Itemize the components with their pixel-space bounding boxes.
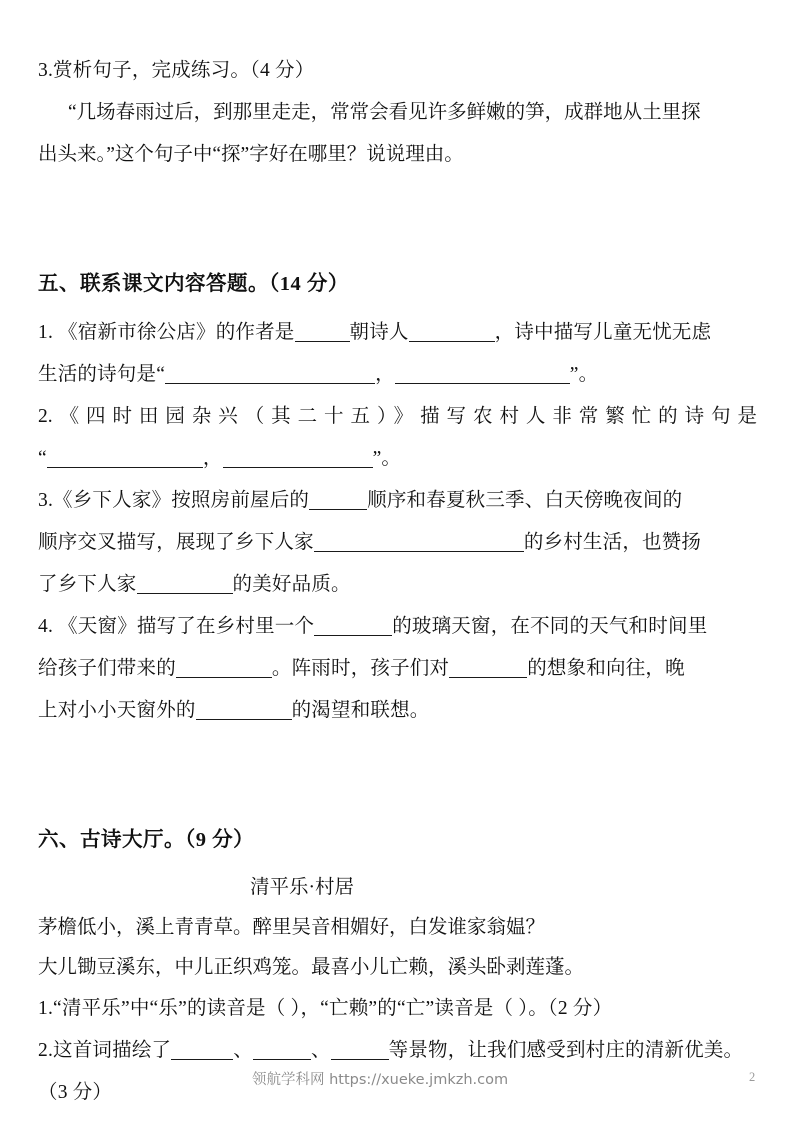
blank-field[interactable] bbox=[314, 618, 392, 636]
q3-text-b: 顺序和春夏秋三季、白天傍晚夜间的 bbox=[367, 490, 683, 511]
blank-field[interactable] bbox=[331, 1042, 389, 1060]
q3-text-f: 的美好品质。 bbox=[232, 574, 351, 595]
spacer bbox=[38, 304, 757, 312]
page-footer bbox=[0, 1068, 793, 1098]
q1-line-2 bbox=[38, 354, 757, 396]
question-3-body-line-1: “几场春雨过后，到那里走走，常常会看见许多鲜嫩的笋，成群地从土里探 bbox=[68, 102, 701, 123]
q4-line-2 bbox=[38, 648, 757, 690]
blank-field[interactable] bbox=[295, 324, 350, 342]
q4-text-f: 上对小小天窗外的 bbox=[38, 700, 196, 721]
section-five-question-2 bbox=[38, 396, 757, 480]
q4-text-a: 4. 《天窗》描写了在乡村里一个 bbox=[38, 616, 315, 637]
section-five-question-1 bbox=[38, 312, 757, 396]
spacer bbox=[38, 860, 757, 868]
s6-q2-text-d: 等景物，让我们感受到村庄的清新优美。 bbox=[388, 1040, 744, 1061]
s6-q2-text-a: 2.这首词描绘了 bbox=[38, 1040, 172, 1061]
section-five-question-4 bbox=[38, 606, 757, 732]
blank-field[interactable] bbox=[314, 534, 524, 552]
poem-line-2: 大儿锄豆溪东，中儿正织鸡笼。最喜小儿亡赖，溪头卧剥莲蓬。 bbox=[38, 957, 585, 978]
q3-text-a: 3.《乡下人家》按照房前屋后的 bbox=[38, 490, 310, 511]
q4-text-d: 。阵雨时，孩子们对 bbox=[271, 658, 450, 679]
blank-field[interactable] bbox=[165, 366, 375, 384]
s6-q2-line-1 bbox=[38, 1030, 757, 1072]
site-watermark: 领航学科网 https://xueke.jmkzh.com bbox=[252, 1072, 509, 1088]
blank-field[interactable] bbox=[171, 1042, 233, 1060]
q1-line-1 bbox=[38, 312, 757, 354]
q3-line-3 bbox=[38, 564, 757, 606]
q3-line-1 bbox=[38, 480, 757, 522]
blank-field[interactable] bbox=[395, 366, 570, 384]
question-3-body-line-2: 出头来。”这个句子中“探”字好在哪里？说说理由。 bbox=[38, 144, 464, 165]
s6-q2-line-2: （3 分） bbox=[38, 1082, 113, 1103]
q4-line-3 bbox=[38, 690, 757, 732]
section-five-question-3 bbox=[38, 480, 757, 606]
blank-field[interactable] bbox=[253, 1042, 311, 1060]
s6-q2-text-c: 、 bbox=[310, 1040, 331, 1061]
blank-field[interactable] bbox=[223, 450, 373, 468]
blank-field[interactable] bbox=[309, 492, 367, 510]
s6-q2-text-b: 、 bbox=[233, 1040, 253, 1061]
q3-text-e: 了乡下人家 bbox=[38, 574, 137, 595]
q1-text-a: 1. 《宿新市徐公店》的作者是 bbox=[38, 322, 295, 343]
poem-title: 清平乐·村居 bbox=[250, 877, 354, 898]
page-number: 2 bbox=[749, 1070, 756, 1084]
poem-line-1: 茅檐低小，溪上青青草。醉里吴音相媚好，白发谁家翁媪？ bbox=[38, 917, 546, 938]
blank-field[interactable] bbox=[449, 660, 527, 678]
q2-line-2 bbox=[38, 438, 757, 480]
blank-field[interactable] bbox=[47, 450, 203, 468]
spacer bbox=[38, 732, 757, 820]
blank-field[interactable] bbox=[137, 576, 233, 594]
section-five-heading: 五、联系课文内容答题。（14 分） bbox=[38, 273, 349, 295]
q1-text-c: ，诗中描写儿童无忧无虑 bbox=[494, 322, 712, 343]
q2-text-b: ， bbox=[202, 448, 223, 469]
q3-line-2 bbox=[38, 522, 757, 564]
q3-text-d: 的乡村生活，也赞扬 bbox=[523, 532, 702, 553]
section-six-question-1: 1.“清平乐”中“乐”的读音是（ ），“亡赖”的“亡”读音是（ ）。（2 分） bbox=[38, 998, 613, 1019]
blank-field[interactable] bbox=[196, 702, 292, 720]
question-3-prompt: 3.赏析句子，完成练习。（4 分） bbox=[38, 60, 315, 81]
q2-text-a: “ bbox=[38, 448, 47, 469]
section-six-heading: 六、古诗大厅。（9 分） bbox=[38, 829, 255, 851]
q1-text-b: 朝诗人 bbox=[349, 322, 409, 343]
q2-text-c: ”。 bbox=[372, 448, 402, 469]
q4-line-1 bbox=[38, 606, 757, 648]
q1-text-f: ”。 bbox=[569, 364, 599, 385]
q1-text-d: 生活的诗句是“ bbox=[38, 364, 166, 385]
blank-field[interactable] bbox=[409, 324, 495, 342]
q4-text-e: 的想象和向往，晚 bbox=[527, 658, 685, 679]
page-content bbox=[38, 50, 757, 1114]
q2-line-1: 2.《四时田园杂兴（其二十五）》描写农村人非常繁忙的诗句是 bbox=[38, 406, 757, 427]
spacer bbox=[38, 176, 757, 264]
question-3-block bbox=[38, 50, 757, 176]
q1-text-e: ， bbox=[375, 364, 395, 385]
q4-text-g: 的渴望和联想。 bbox=[291, 700, 430, 721]
q3-text-c: 顺序交叉描写，展现了乡下人家 bbox=[38, 532, 314, 553]
q4-text-c: 给孩子们带来的 bbox=[38, 658, 176, 679]
blank-field[interactable] bbox=[176, 660, 272, 678]
q4-text-b: 的玻璃天窗，在不同的天气和时间里 bbox=[392, 616, 708, 637]
